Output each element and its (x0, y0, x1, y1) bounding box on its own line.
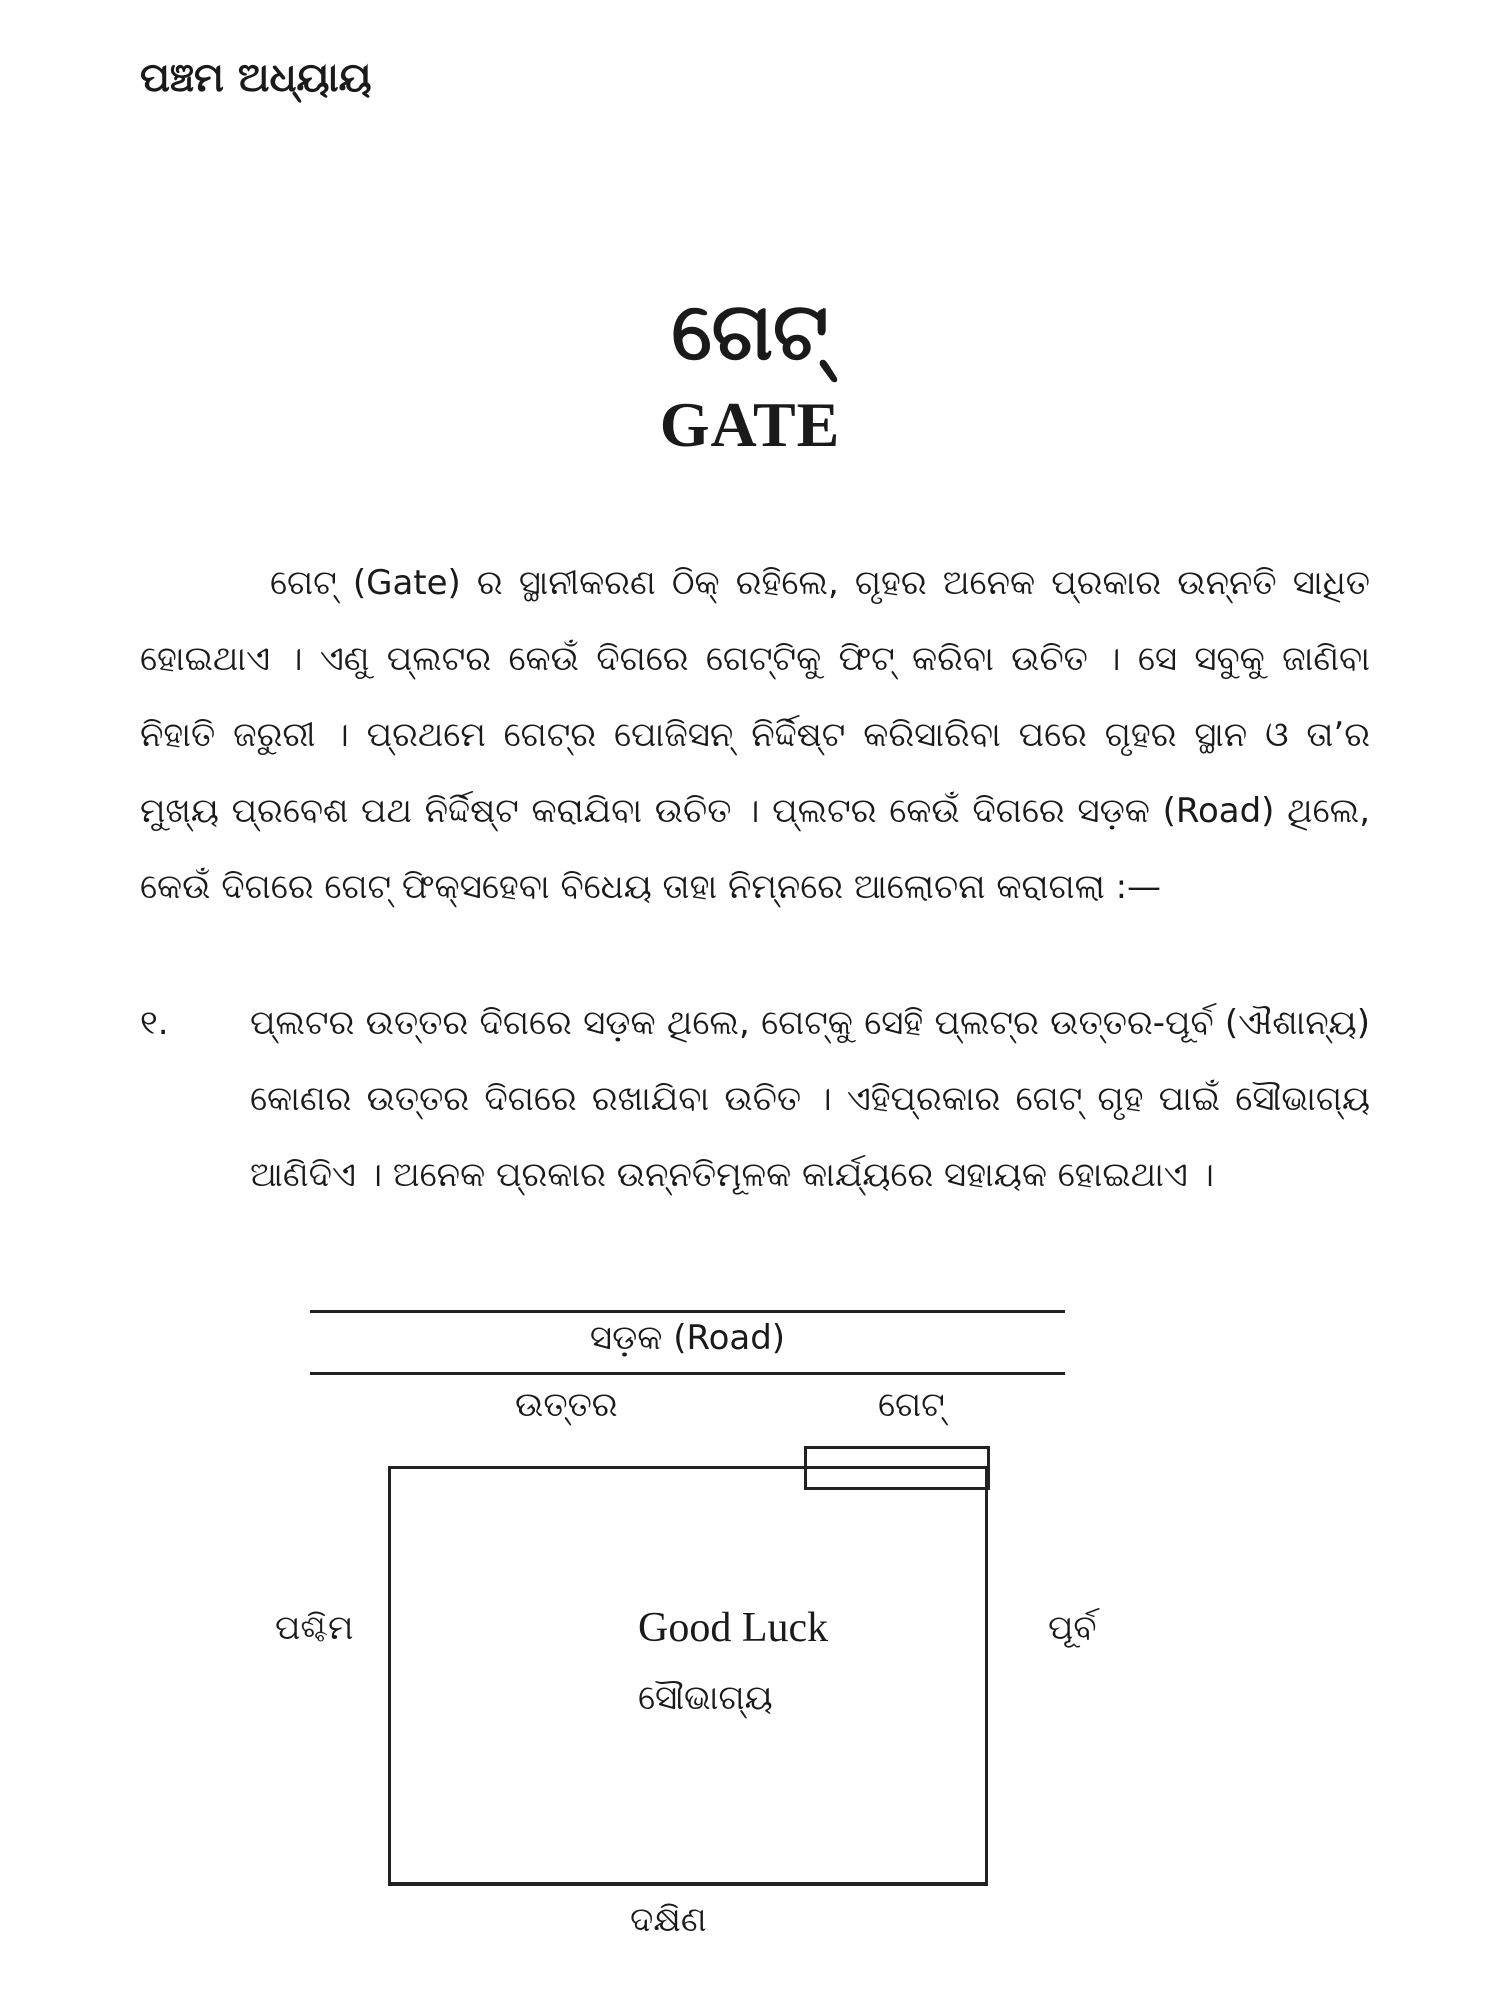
plot-outline (388, 1466, 988, 1886)
west-label: ପଶ୍ଚିମ (275, 1608, 354, 1648)
north-label: ଉତ୍ତର (515, 1385, 618, 1425)
intro-paragraph: ଗେଟ୍ (Gate) ର ସ୍ଥାନୀକରଣ ଠିକ୍ ରହିଲେ, ଗୃହର ଅନେକ ପ୍ରକାର ଉନ୍ନତି ସାଧିତ ହୋଇଥାଏ । ଏଣୁ ପ୍ଲଟର କେଉଁ ଦିଗରେ ଗେଟ୍‌ଟିକୁ ଫିଟ୍ କରିବା ଉଚିତ । ସେ ସବୁକୁ ଜାଣିବା ନିହାତି ଜରୁରୀ । ପ୍ରଥମେ ଗେଟ୍‌ର ପୋଜିସନ୍ ନିର୍ଦ୍ଦିଷ୍ଟ କରିସାରିବା ପରେ ଗୃହର ସ୍ଥାନ ଓ ତା’ର ମୁଖ୍ୟ ପ୍ରବେଶ ପଥ ନିର୍ଦ୍ଦିଷ୍ଟ କରାଯିବା ଉଚିତ । ପ୍ଲଟର କେଉଁ ଦିଗରେ ସଡ଼କ (Road) ଥିଲେ, କେଉଁ ଦିଗରେ ଗେଟ୍ ଫିକ୍ସହେବା ବିଧେୟ ତାହା ନିମ୍ନରେ ଆଲୋଚନା କରାଗଲା :— (140, 563, 1370, 907)
road-edge-top (310, 1310, 1065, 1313)
gate-marker-divider (804, 1466, 990, 1469)
road-edge-bottom (310, 1372, 1065, 1375)
list-item-number: ୧. (140, 1003, 169, 1043)
page-title-odia: ଗେଟ୍ (671, 285, 829, 378)
gate-label: ଗେଟ୍ (878, 1385, 945, 1425)
road-label: ସଡ଼କ (Road) (589, 1318, 786, 1358)
page-title-english: GATE (659, 389, 841, 460)
good-luck-odia: ସୌଭାଗ୍ୟ (638, 1678, 773, 1718)
chapter-heading: ପଞ୍ଚମ ଅଧ୍ୟାୟ (140, 55, 372, 101)
south-label: ଦକ୍ଷିଣ (630, 1900, 707, 1940)
east-label: ପୂର୍ବ (1048, 1608, 1097, 1648)
list-item-text: ପ୍ଲଟର ଉତ୍ତର ଦିଗରେ ସଡ଼କ ଥିଲେ, ଗେଟ୍‌କୁ ସେହି ପ୍ଲଟ୍‌ର ଉତ୍ତର-ପୂର୍ବ (ଐଶାନ୍ୟ) କୋଣର ଉତ୍ତର ଦିଗରେ ରଖାଯିବା ଉଚିତ । ଏହିପ୍ରକାର ଗେଟ୍ ଗୃହ ପାଇଁ ସୌଭାଗ୍ୟ ଆଣିଦିଏ । ଅନେକ ପ୍ରକାର ଉନ୍ନତିମୂଳକ କାର୍ଯ୍ୟରେ ସହାୟକ ହୋଇଥାଏ । (250, 1003, 1370, 1195)
good-luck-english: Good Luck (638, 1605, 829, 1651)
